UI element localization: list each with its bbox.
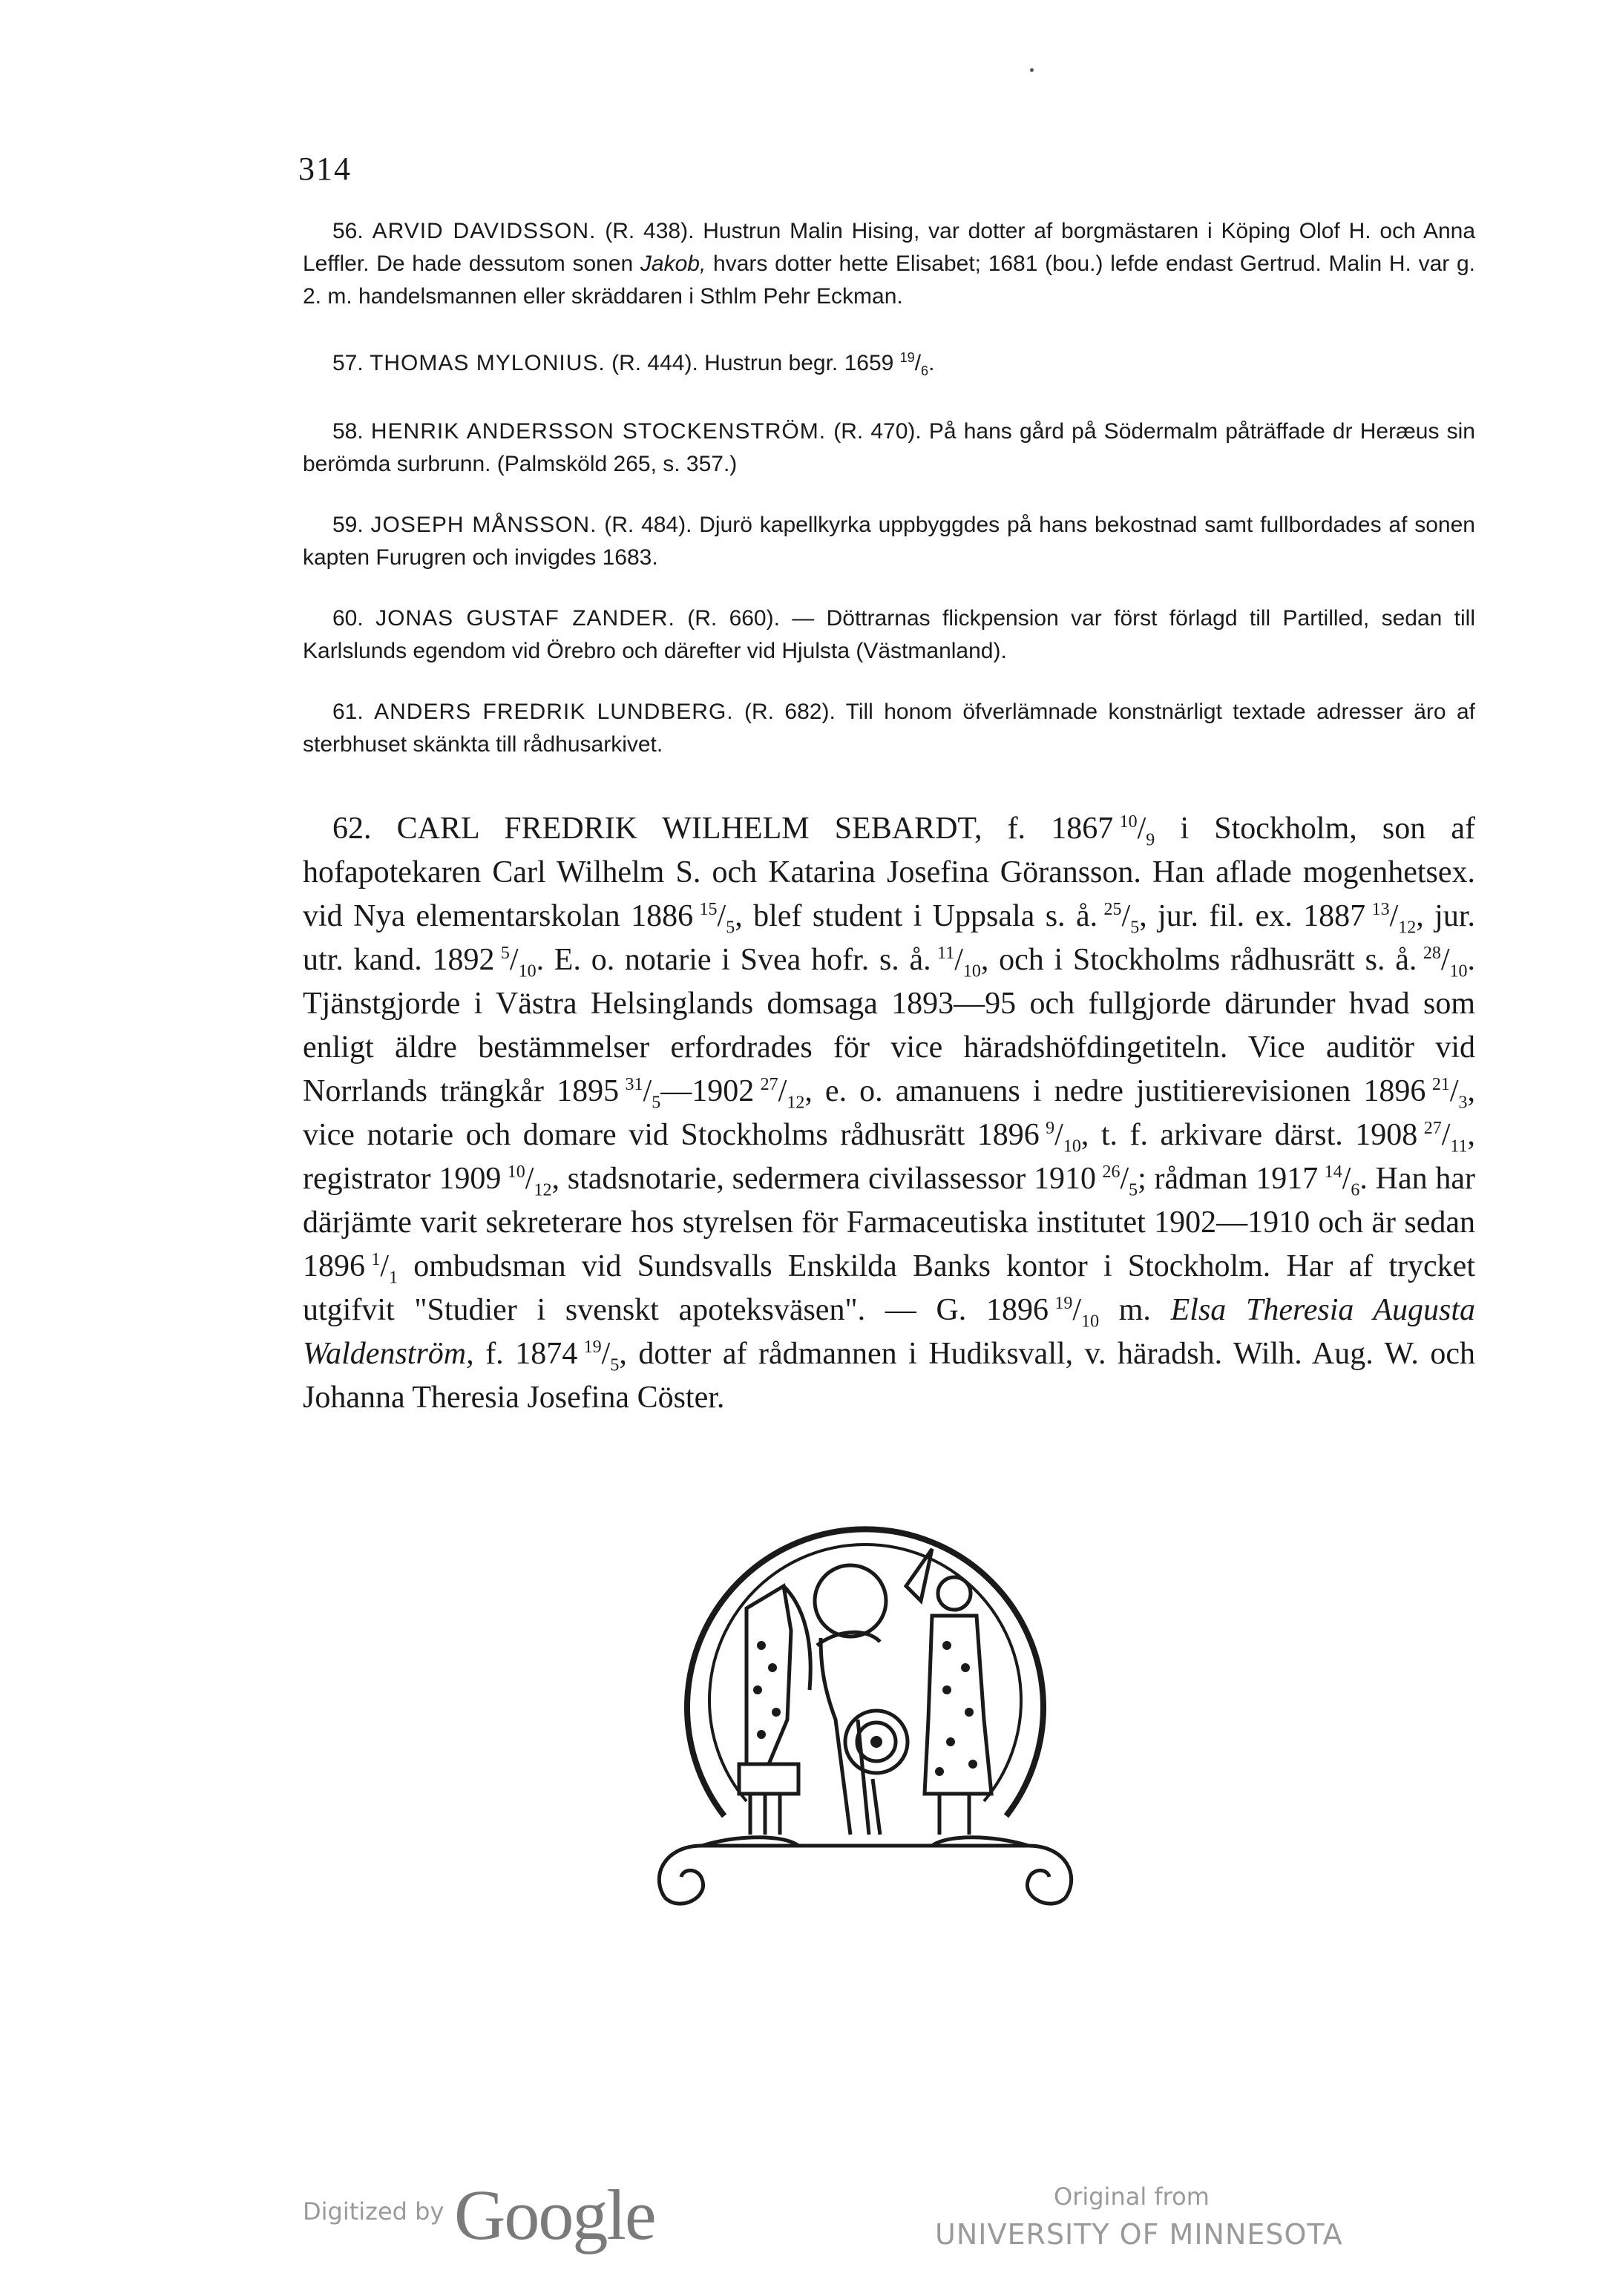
entry-text: (R. 470). På hans gård på Södermalm påträffade dr Heræus sin berömda surbrunn. (Palmsköld 265, s. 357.) bbox=[303, 419, 1475, 476]
google-logo: Google bbox=[454, 2175, 655, 2254]
date-month: 10 bbox=[518, 961, 537, 981]
date-day: 11 bbox=[937, 944, 955, 963]
text: , e. o. amanuens i nedre justitierevisionen 1896 bbox=[804, 1074, 1426, 1108]
text: , jur. fil. ex. 1887 bbox=[1139, 899, 1366, 933]
date-month: 12 bbox=[787, 1093, 805, 1113]
date-month: 1 bbox=[389, 1268, 398, 1288]
entry-text: (R. 438). Hustrun Malin Hising, var dotter af borgmästaren i Köping Olof H. och Anna Leffler. De hade dessutom sonen bbox=[303, 219, 1476, 276]
text: , t. f. arkivare därst. 1908 bbox=[1080, 1118, 1418, 1152]
entry-text: (R. 682). Till honom öfverlämnade konstnärligt textade adresser äro af sterbhuset skänkta till rådhusarkivet. bbox=[303, 700, 1475, 757]
text: i Stockholm, son af hofapotekaren Carl Wilhelm S. och Katarina Josefina Göransson. Han aflade mogenhetsex. vid Nya elementarskolan 1886 bbox=[303, 812, 1475, 933]
text: ombudsman vid Sundsvalls Enskilda Banks kontor i Stockholm. Har af trycket utgifvit "Studier i svenskt apoteksväsen". — G. 1896 bbox=[303, 1249, 1475, 1327]
entry-number: 59. bbox=[332, 513, 364, 537]
entry-name: JOSEPH MÅNSSON. bbox=[370, 513, 597, 537]
date-month: 9 bbox=[1146, 830, 1155, 850]
date-day: 27 bbox=[1423, 1119, 1442, 1138]
date-day: 25 bbox=[1103, 900, 1122, 919]
date-month: 10 bbox=[1449, 961, 1468, 981]
entry-57: 57. THOMAS MYLONIUS. (R. 444). Hustrun begr. 1659 $^{19}/_6$. bbox=[332, 350, 935, 378]
date-month: 5 bbox=[1130, 918, 1140, 938]
main-entry-62: 62. CARL FREDRIK WILHELM SEBARDT, f. 1867 $^{10}/_9$ i Stockholm, son af hofapotekaren Carl Wilhelm S. och Katarina Josefina Göransson. Han aflade mogenhetsex. vid Nya elementarskolan 1886 $^{15}/_5$, blef student i Uppsala s. å. $^{25}/_5$, jur. fil. ex. 1887 $^{13}/_{12}$, jur. utr. kand. 1892 $^5/_{10}$. E. o. notarie i Svea hofr. s. å. $^{11}/_{10}$, och i Stockholms rådhusrätt s. å. $^{28}/_{10}$. Tjänstgjorde i Västra Helsinglands domsaga 1893—95 och fullgjorde därunder hvad som enligt äldre bestämmelser erfordrades för vice häradshöfdingetiteln. Vice auditör vid Norrlands trängkår 1895 $^{31}/_5—1902$ $^{27}/_{12}$, e. o. amanuens i nedre justitierevisionen 1896 $^{21}/_3$, vice notarie och domare vid Stockholms rådhusrätt 1896 $^9/_{10}$, t. f. arkivare därst. 1908 $^{27}/_{11}$, registrator 1909 $^{10}/_{12}$, stadsnotarie, sedermera civilassessor 1910 $^{26}/_5$; rådman 1917 $^{14}/_6$. Han har därjämte varit sekreterare hos styrelsen för Farmaceutiska institutet 1902—1910 och är sedan 1896 $^1/_1$ ombudsman vid Sundsvalls Enskilda Banks kontor i Stockholm. Har af trycket utgifvit "Studier i svenskt apoteksväsen". — G. 1896 $^{19}/_{10}$ m. Elsa Theresia Augusta Waldenström, f. 1874 $^{19}/_5$, dotter af rådmannen i Hudiksvall, v. häradsh. Wilh. Aug. W. och Johanna Theresia Josefina Cöster. bbox=[303, 812, 1476, 1415]
entry-number: 60. bbox=[332, 606, 364, 631]
date-month: 5 bbox=[1129, 1180, 1138, 1200]
entry-text: (R. 660). — Döttrarnas flickpension var först förlagd till Partilled, sedan till Karlslunds egendom vid Örebro och därefter vid Hjulsta (Västmanland). bbox=[303, 606, 1475, 663]
speck bbox=[1030, 68, 1034, 72]
date-day: 19 bbox=[583, 1338, 602, 1357]
text: , blef student i Uppsala s. å. bbox=[735, 899, 1098, 933]
text: , dotter af rådmannen i Hudiksvall, v. häradsh. Wilh. Aug. W. och Johanna Theresia Josefina Cöster. bbox=[303, 1337, 1475, 1415]
date-month: 6 bbox=[921, 364, 929, 378]
text: —1902 bbox=[660, 1074, 755, 1108]
entry-text-continued: hvars dotter hette Elisabet; 1681 (bou.) lefde endast Gertrud. Malin H. var g. 2. m. handelsmannen eller skräddaren i Sthlm Pehr Eckman. bbox=[303, 251, 1475, 309]
entry-name: THOMAS MYLONIUS. bbox=[370, 351, 606, 375]
entry-italic: Jakob, bbox=[640, 251, 706, 276]
text: m. bbox=[1118, 1293, 1151, 1327]
date-day: 10 bbox=[1119, 812, 1138, 832]
entry-60 bbox=[303, 602, 1475, 668]
text: , registrator 1909 bbox=[303, 1118, 1475, 1196]
entry-number: 56. bbox=[332, 219, 364, 243]
text: f. 1874 bbox=[485, 1337, 578, 1371]
entry-text: (R. 444). Hustrun begr. 1659 bbox=[611, 351, 894, 375]
date-day: 19 bbox=[899, 350, 915, 365]
text: , och i Stockholms rådhusrätt s. å. bbox=[980, 943, 1417, 977]
entry-name: JONAS GUSTAF ZANDER. bbox=[375, 606, 675, 631]
date-day: 19 bbox=[1054, 1294, 1073, 1313]
date-day: 27 bbox=[760, 1075, 778, 1094]
spouse-name: Elsa Theresia Augusta Waldenström, bbox=[303, 1293, 1476, 1371]
entry-58 bbox=[303, 415, 1475, 481]
date-day: 26 bbox=[1102, 1162, 1121, 1182]
date-month: 10 bbox=[1081, 1312, 1100, 1332]
date-month: 5 bbox=[726, 918, 735, 938]
digitized-by-label: Digitized by bbox=[303, 2197, 444, 2226]
date-day: 31 bbox=[625, 1075, 643, 1094]
university-label: UNIVERSITY OF MINNESOTA bbox=[935, 2218, 1343, 2251]
text: ; rådman 1917 bbox=[1138, 1162, 1319, 1196]
date-month: 5 bbox=[610, 1355, 620, 1375]
entry-name: HENRIK ANDERSSON STOCKENSTRÖM. bbox=[370, 419, 827, 444]
entry-56 bbox=[303, 215, 1475, 313]
entry-61 bbox=[303, 696, 1475, 761]
text: , stadsnotarie, sedermera civilassessor 1910 bbox=[551, 1162, 1097, 1196]
date-day: 21 bbox=[1431, 1075, 1450, 1094]
entry-text-continued: . bbox=[928, 351, 935, 375]
date-day: 10 bbox=[507, 1162, 525, 1182]
date-day: 15 bbox=[699, 900, 718, 919]
date-day: 14 bbox=[1324, 1162, 1342, 1182]
date-month: 5 bbox=[652, 1093, 661, 1113]
date-day: 9 bbox=[1046, 1119, 1055, 1138]
date-day: 5 bbox=[500, 944, 510, 963]
original-from-label: Original from bbox=[1054, 2182, 1210, 2211]
text: . E. o. notarie i Svea hofr. s. å. bbox=[536, 943, 931, 977]
entry-59 bbox=[303, 509, 1475, 574]
date-month: 6 bbox=[1351, 1180, 1360, 1200]
entry-number: 61. bbox=[332, 700, 364, 724]
date-day: 28 bbox=[1423, 944, 1441, 963]
text: , vice notarie och domare vid Stockholms rådhusrätt 1896 bbox=[303, 1074, 1475, 1152]
entry-number: 58. bbox=[332, 419, 364, 444]
entry-text: (R. 484). Djurö kapellkyrka uppbyggdes på hans bekostnad samt fullbordades af sonen kapten Furugren och invigdes 1683. bbox=[303, 513, 1475, 570]
text: . Han har därjämte varit sekreterare hos styrelsen för Farmaceutiska institutet 1902—1910 och är sedan 1896 bbox=[303, 1162, 1476, 1283]
text: 62. CARL FREDRIK WILHELM SEBARDT, f. 1867 bbox=[332, 812, 1114, 846]
seal-vignette-icon bbox=[635, 1497, 1095, 1912]
date-month: 10 bbox=[962, 961, 981, 981]
short-entries bbox=[303, 215, 1475, 789]
text: . Tjänstgjorde i Västra Helsinglands domsaga 1893—95 och fullgjorde därunder hvad som enligt äldre bestämmelser erfordrades för vice häradshöfdingetiteln. Vice auditör vid Norrlands trängkår 1895 bbox=[303, 943, 1476, 1108]
entry-number: 57. bbox=[332, 351, 364, 375]
date-day: 13 bbox=[1371, 900, 1390, 919]
date-month: 3 bbox=[1458, 1093, 1468, 1113]
date-month: 11 bbox=[1450, 1137, 1468, 1157]
entry-name: ANDERS FREDRIK LUNDBERG. bbox=[374, 700, 734, 724]
date-day: 1 bbox=[371, 1250, 381, 1269]
date-month: 12 bbox=[534, 1180, 552, 1200]
text: , jur. utr. kand. 1892 bbox=[303, 899, 1476, 977]
date-month: 12 bbox=[1398, 918, 1417, 938]
date-month: 10 bbox=[1063, 1137, 1081, 1157]
entry-name: ARVID DAVIDSSON. bbox=[372, 219, 597, 243]
page-number: 314 bbox=[298, 151, 352, 187]
